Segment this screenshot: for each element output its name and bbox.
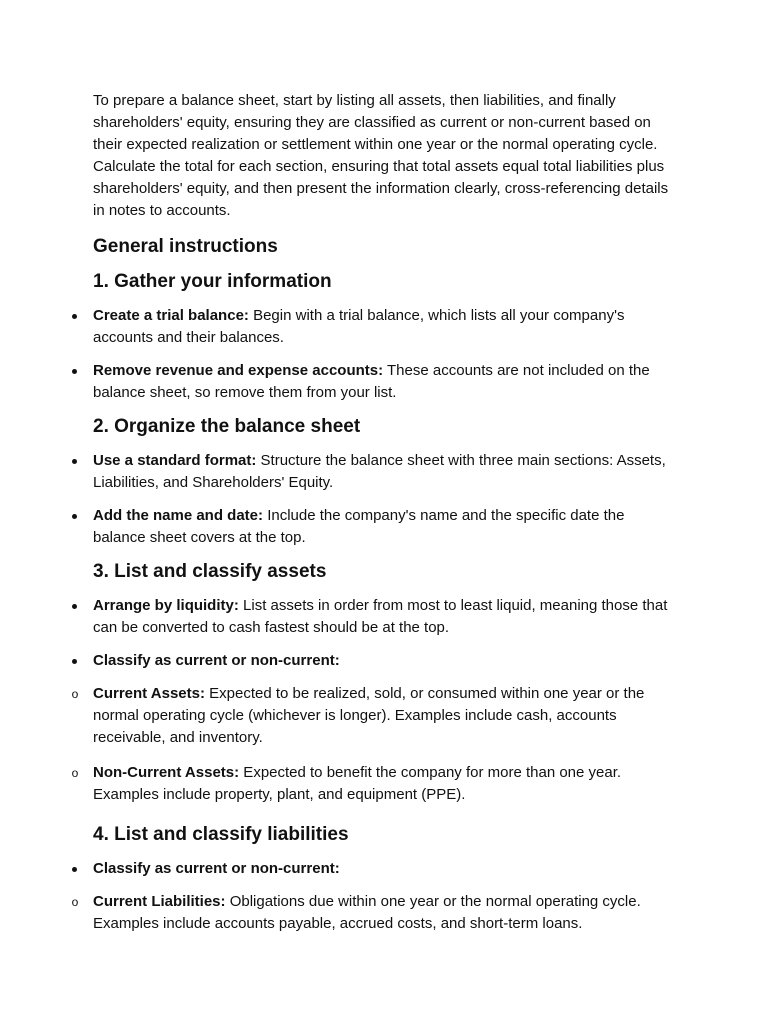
item-text: Begin with a trial balance, which lists all your company's accounts and their balances. (93, 307, 625, 346)
item-term: Add the name and date: (93, 507, 264, 524)
sub-list-item (71, 683, 678, 749)
list-item (93, 858, 678, 880)
list-item (93, 505, 678, 549)
item-term: Current Assets: (93, 685, 205, 702)
list-item (93, 595, 678, 639)
item-term: Current Liabilities: (93, 893, 226, 910)
item-text: Obligations due within one year or the normal operating cycle. Examples include accounts payable, accrued costs, and short-term loans. (93, 893, 641, 932)
document-content (71, 90, 678, 935)
section-heading-organize: 2. Organize the balance sheet (93, 416, 361, 437)
bullet-circle-icon: o (71, 687, 79, 701)
sub-list-item (71, 762, 678, 806)
item-text: These accounts are not included on the balance sheet, so remove them from your list. (93, 362, 650, 401)
item-term: Arrange by liquidity: (93, 597, 239, 614)
item-text: List assets in order from most to least liquid, meaning those that can be converted to cash fastest should be at the top. (93, 597, 668, 636)
item-term: Create a trial balance: (93, 307, 249, 324)
bullet-circle-icon: o (71, 895, 79, 909)
list-item (93, 450, 678, 494)
item-term: Classify as current or non-current: (93, 860, 340, 877)
item-term: Non-Current Assets: (93, 764, 240, 781)
item-text: Include the company's name and the specific date the balance sheet covers at the top. (93, 507, 625, 546)
bullet-circle-icon: o (71, 766, 79, 780)
item-text: Expected to be realized, sold, or consumed within one year or the normal operating cycle (whichever is longer). Examples include cash, accounts receivable, and inventory. (93, 685, 645, 746)
list-item (93, 650, 678, 672)
section-heading-liabilities: 4. List and classify liabilities (93, 824, 349, 845)
intro-paragraph: To prepare a balance sheet, start by listing all assets, then liabilities, and finally shareholders' equity, ensuring they are classified as current or non-current based on their expected realization or settlement within one year or the normal operating cycle. Calculate the total for each section, ensuring that total assets equal total liabilities plus shareholders' equity, and then present the information clearly, cross-referencing details in notes to accounts. (93, 92, 669, 219)
item-term: Remove revenue and expense accounts: (93, 362, 384, 379)
item-term: Use a standard format: (93, 452, 257, 469)
sub-list-item (71, 891, 678, 935)
item-text: Structure the balance sheet with three main sections: Assets, Liabilities, and Shareholders' Equity. (93, 452, 666, 491)
general-instructions-heading: General instructions (93, 236, 278, 257)
list-item (93, 360, 678, 404)
item-text: Expected to benefit the company for more than one year. Examples include property, plant, and equipment (PPE). (93, 764, 622, 803)
list-item (93, 305, 678, 349)
item-term: Classify as current or non-current: (93, 652, 340, 669)
section-heading-assets: 3. List and classify assets (93, 561, 327, 582)
section-heading-gather: 1. Gather your information (93, 271, 332, 292)
